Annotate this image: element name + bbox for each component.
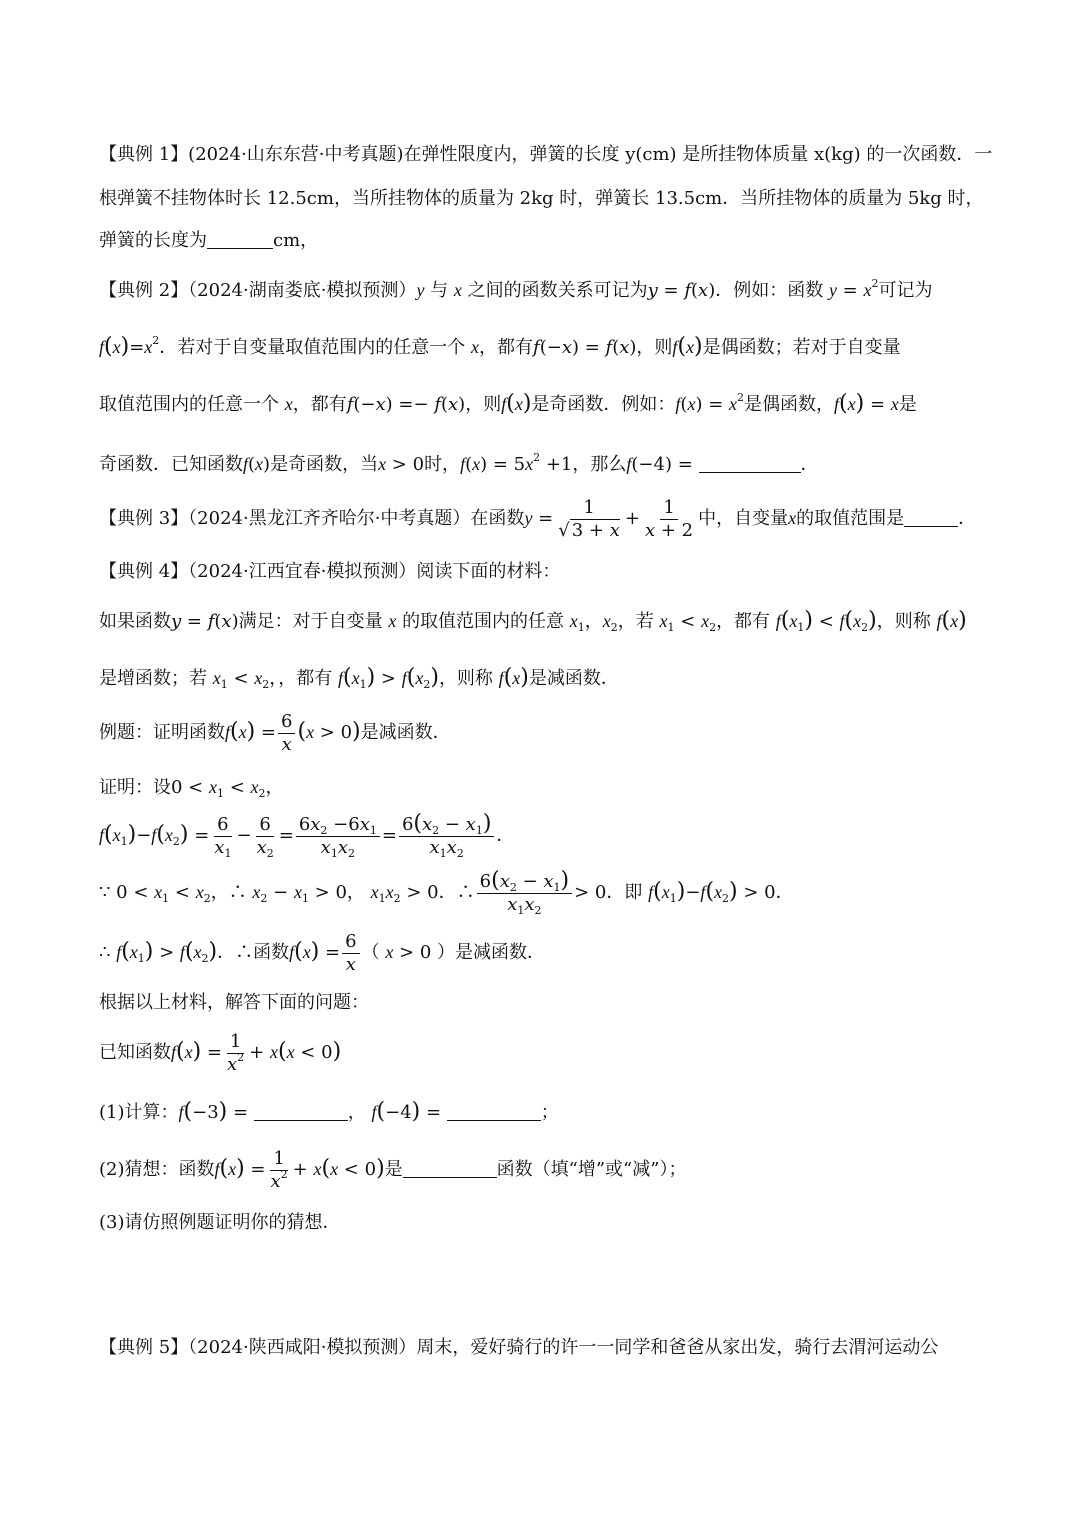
therefore-symbol: ∴: [228, 882, 247, 903]
text: 之间的函数关系可记为: [461, 280, 648, 301]
example-5-line-1: 【典例 5】（2024·陕西咸阳·模拟预测）周末，爱好骑行的许一一同学和爸爸从家出发，骑行去渭河运动公: [99, 1337, 939, 1358]
text: 满足：对于自变量: [238, 611, 383, 632]
text: (1)计算：: [99, 1102, 179, 1123]
text: 是增函数；若: [99, 668, 207, 689]
answer-blank: [699, 454, 801, 473]
answer-blank: [254, 1102, 348, 1121]
text: cm，: [273, 230, 319, 251]
text: (2)猜想：函数: [99, 1159, 215, 1180]
text: 是: [898, 394, 917, 415]
text: 证明：设: [99, 777, 171, 798]
text: 是奇函数，当: [270, 454, 379, 475]
example-4-heading: 【典例 4】（2024·江西宜春·模拟预测）阅读下面的材料：: [99, 561, 561, 582]
text: 时，: [424, 454, 461, 475]
example-2-line-4: 奇函数．已知函数f(x)是奇函数，当x > 0时，$f(x) = 5x^2 +1$，那么f(−4) = ．: [99, 451, 819, 475]
text: ，若: [617, 611, 654, 632]
text: 的取值范围是: [796, 508, 905, 529]
text: 取值范围内的任意一个: [99, 394, 285, 415]
text: ，都有: [479, 337, 534, 358]
example-4-material-2: 是增函数；若 $x_1 < x_2$，，都有 $f(x_1) > f(x_2)$，则称 f(x)是减函数．: [99, 665, 619, 691]
question-3: (3)请仿照例题证明你的猜想．: [99, 1212, 341, 1233]
proof-line-1: 证明：设$0 < x_1 < x_2$，: [99, 777, 284, 800]
text: 例题：证明函数: [99, 722, 225, 743]
text: 的取值范围内的任意: [402, 611, 565, 632]
text: ．若对于自变量取值范围内的任意一个: [159, 337, 472, 358]
answer-blank: [207, 230, 273, 249]
text: ；: [540, 1102, 559, 1123]
text: 奇函数．已知函数: [99, 454, 243, 475]
text: 是减函数．: [360, 722, 451, 743]
text: 是奇函数．例如：: [531, 394, 676, 415]
text: 与: [424, 280, 454, 301]
text: ，都有: [278, 668, 333, 689]
example-4-material-1: 如果函数y = f(x)满足：对于自变量 x 的取值范围内的任意 $x_1$，$x_2$，若 $x_1 < x_2$，都有 $f(x_1) < f(x_2)$，则称 f(x): [99, 608, 967, 634]
text: 函数（填“增”或“减”）；: [496, 1159, 687, 1180]
example-1-line-1: 【典例 1】(2024·山东东营·中考真题)在弹性限度内，弹簧的长度 y(cm) 是所挂物体质量 x(kg) 的一次函数．一: [99, 144, 993, 165]
text: ，都有: [716, 611, 771, 632]
text: 可记为: [878, 280, 933, 301]
text: 如果函数: [99, 611, 171, 632]
proof-line-2: $f(x_1)-f(x_2)$ = $\frac{6}{x_1}$ − $\frac{6}{x_2}$ = $\frac{6x_2 -6x_1}{x_1x_2}$ = $\frac{6(x_2 - x_1)}{x_1x_2}$ ．: [99, 811, 515, 860]
text: 是减函数．: [528, 668, 619, 689]
text: ．即: [606, 882, 643, 903]
example-2-line-3: 取值范围内的任意一个 x，都有f(−x) =− f(x)，则f(x)是奇函数．例如：$f(x) = x^2$是偶函数，f(x) = x是: [99, 391, 917, 416]
text: ，则称: [876, 611, 931, 632]
known-function: 已知函数f(x) = $\frac{1}{x^2}$ + x(x < 0): [99, 1030, 342, 1075]
question-2: (2)猜想：函数f(x) = $\frac{1}{x^2}$ + x(x < 0)是 函数（填“增”或“减”）；: [99, 1147, 687, 1192]
proof-line-4: ∴ $f(x_1) > f(x_2)$．∴函数f(x) = $\frac{6}{x}$ （ x > 0 ）是减函数．: [99, 930, 546, 975]
text: 是偶函数，: [744, 394, 835, 415]
text: ．∴函数: [217, 942, 290, 963]
text: ．例如：函数: [715, 280, 829, 301]
example-problem: 例题：证明函数f(x) = $\frac{6}{x}$ (x > 0)是减函数．: [99, 710, 451, 755]
because-symbol: ∵: [99, 882, 111, 903]
answer-blank: [904, 508, 958, 527]
text: ，则: [465, 394, 502, 415]
text: 是: [384, 1159, 403, 1180]
therefore-symbol: ∴: [456, 882, 475, 903]
text: ，则称: [438, 668, 493, 689]
text: 【典例 3】（2024·黑龙江齐齐哈尔·中考真题）在函数: [99, 508, 525, 529]
text: 中，自变量: [698, 508, 789, 529]
text: ．: [958, 508, 977, 529]
text: 是偶函数；若对于自变量: [702, 337, 901, 358]
text: 弹簧的长度为: [99, 230, 207, 251]
answer-blank: [403, 1159, 497, 1178]
example-3: 【典例 3】（2024·黑龙江齐齐哈尔·中考真题）在函数y = $\frac{1}{√ 3 + x}$ + $\frac{1}{x + 2}$ 中，自变量x的取值范围是 ．: [99, 496, 977, 541]
example-1-line-2: 根弹簧不挂物体时长 12.5cm，当所挂物体的质量为 2kg 时，弹簧长 13.5cm．当所挂物体的质量为 5kg 时，: [99, 188, 984, 209]
example-1-line-3: [99, 229, 318, 253]
answer-heading: 根据以上材料，解答下面的问题：: [99, 992, 369, 1013]
example-2-line-2: $f(x)=x^2$．若对于自变量取值范围内的任意一个 x，都有f(−x) = f(x)，则f(x)是偶函数；若对于自变量: [99, 334, 901, 359]
text: ，那么: [572, 454, 627, 475]
question-1: (1)计算：f(−3) = ， f(−4) = ；: [99, 1099, 559, 1124]
text: ，则: [636, 337, 673, 358]
answer-blank: [447, 1102, 541, 1121]
proof-line-3: ∵ $0 < x_1 < x_2$，∴ $x_2 - x_1 > 0$， $x_1x_2 > 0$．∴ $\frac{6(x_2 - x_1)}{x_1x_2}$ > 0．即 $f(x_1)-f(x_2) > 0$．: [99, 868, 794, 917]
example-2-line-1: 【典例 2】（2024·湖南娄底·模拟预测）y 与 x 之间的函数关系可记为y = f(x)．例如：函数 $y = x^2$可记为: [99, 277, 933, 301]
text: ，都有: [292, 394, 347, 415]
text: ．: [800, 454, 819, 475]
text: ）是减函数．: [437, 942, 546, 963]
text: 已知函数: [99, 1042, 171, 1063]
text: 【典例 2】（2024·湖南娄底·模拟预测）: [99, 280, 417, 301]
therefore-symbol: ∴: [99, 942, 111, 963]
